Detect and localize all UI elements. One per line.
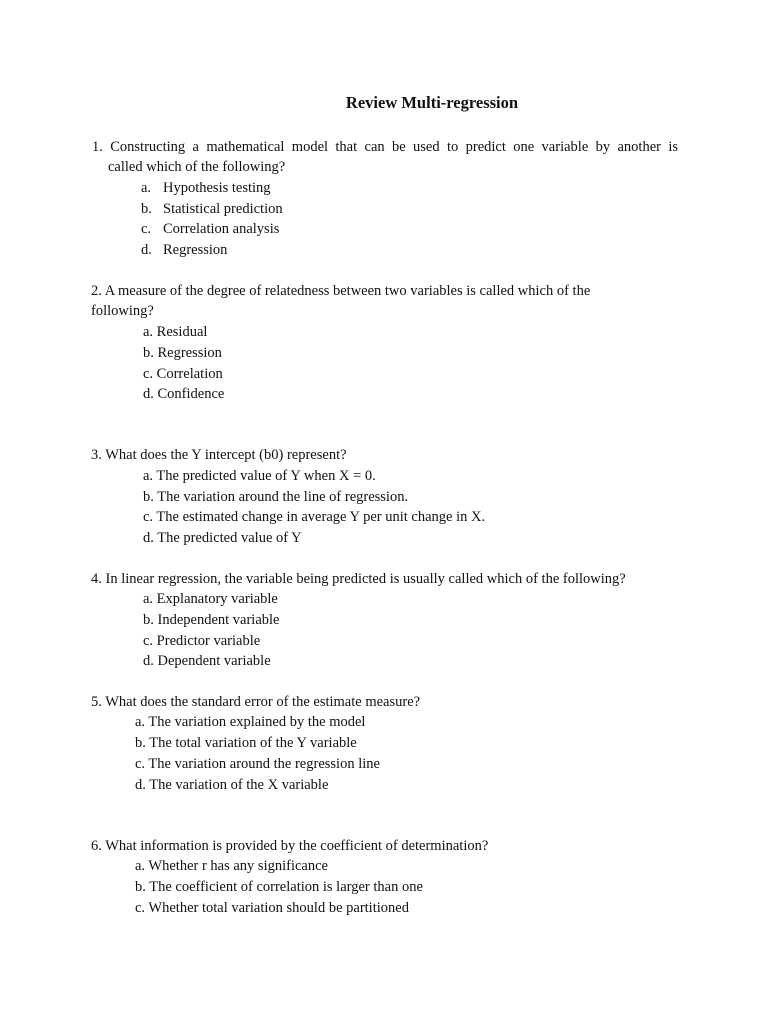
option-letter: b.: [141, 201, 152, 217]
option-letter: d.: [141, 242, 152, 258]
question-6-option-c: c. Whether total variation should be partitioned: [135, 900, 409, 916]
question-2-option-a: a. Residual: [143, 324, 208, 340]
question-5-option-d: d. The variation of the X variable: [135, 777, 329, 793]
question-6-line-1: 6. What information is provided by the coefficient of determination?: [91, 838, 489, 854]
option-text: Statistical prediction: [163, 201, 283, 217]
question-5-option-b: b. The total variation of the Y variable: [135, 735, 357, 751]
question-4-line-1: 4. In linear regression, the variable being predicted is usually called which of the following?: [91, 571, 626, 587]
question-4-option-b: b. Independent variable: [143, 612, 280, 628]
option-letter: c.: [141, 221, 152, 237]
question-4-option-d: d. Dependent variable: [143, 653, 271, 669]
question-5-line-1: 5. What does the standard error of the estimate measure?: [91, 694, 421, 710]
question-3-line-1: 3. What does the Y intercept (b0) represent?: [91, 447, 347, 463]
question-3-option-b: b. The variation around the line of regression.: [143, 489, 409, 505]
question-4-option-a: a. Explanatory variable: [143, 591, 278, 607]
question-2-line-1: 2. A measure of the degree of relatedness between two variables is called which of the: [91, 283, 591, 299]
question-3-option-c: c. The estimated change in average Y per unit change in X.: [143, 509, 486, 525]
question-5-option-c: c. The variation around the regression line: [135, 756, 380, 772]
question-3-option-a: a. The predicted value of Y when X = 0.: [143, 468, 376, 484]
question-2-option-b: b. Regression: [143, 345, 222, 361]
question-1-option-a: [141, 178, 271, 198]
question-1-line-2: called which of the following?: [108, 159, 286, 175]
question-6-option-a: a. Whether r has any significance: [135, 858, 328, 874]
question-2-option-c: c. Correlation: [143, 366, 223, 382]
question-5-option-a: a. The variation explained by the model: [135, 714, 366, 730]
question-1-option-d: [141, 240, 227, 260]
question-4-option-c: c. Predictor variable: [143, 633, 261, 649]
option-text: Hypothesis testing: [163, 180, 271, 196]
question-6-option-b: b. The coefficient of correlation is larger than one: [135, 879, 423, 895]
page-title: Review Multi-regression: [345, 93, 519, 112]
option-text: Regression: [163, 242, 228, 258]
question-1-line-1: 1. Constructing a mathematical model that can be used to predict one variable by another is: [92, 139, 678, 155]
question-1-option-b: [141, 199, 283, 219]
option-text: Correlation analysis: [163, 221, 280, 237]
question-3-option-d: d. The predicted value of Y: [143, 530, 302, 546]
question-2-line-2: following?: [91, 303, 154, 319]
question-1-option-c: [141, 219, 279, 239]
option-letter: a.: [141, 180, 152, 196]
question-2-option-d: d. Confidence: [143, 386, 225, 402]
